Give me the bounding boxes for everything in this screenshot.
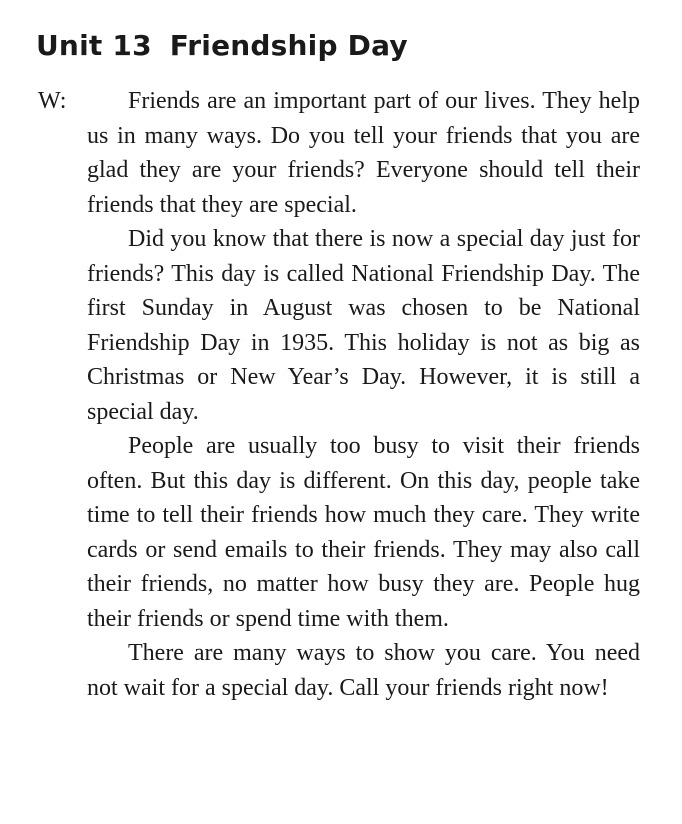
paragraph-4: There are many ways to show you care. You need not wait for a special day. Call your friends right now! — [87, 640, 640, 701]
speaker-label: W: — [38, 88, 67, 114]
paragraph-2: Did you know that there is now a special day just for friends? This day is called National Friendship Day. The first Sunday in August was chosen to be National Friendship Day in 1935. This holiday is not as big as Christmas or New Year’s Day. However, it is still a special day. — [87, 226, 640, 425]
unit-title — [36, 28, 408, 64]
passage — [87, 84, 640, 705]
unit-title-text: Friendship Day — [169, 29, 408, 62]
paragraph-1: Friends are an important part of our lives. They help us in many ways. Do you tell your friends that you are glad they are your friends? Everyone should tell their friends that they are special. — [87, 88, 640, 218]
paragraph-3: People are usually too busy to visit their friends often. But this day is different. On this day, people take time to tell their friends how much they care. They write cards or send emails to their friends. They may also call their friends, no matter how busy they are. People hug their friends or spend time with them. — [87, 433, 640, 632]
unit-label: Unit 13 — [36, 29, 152, 62]
